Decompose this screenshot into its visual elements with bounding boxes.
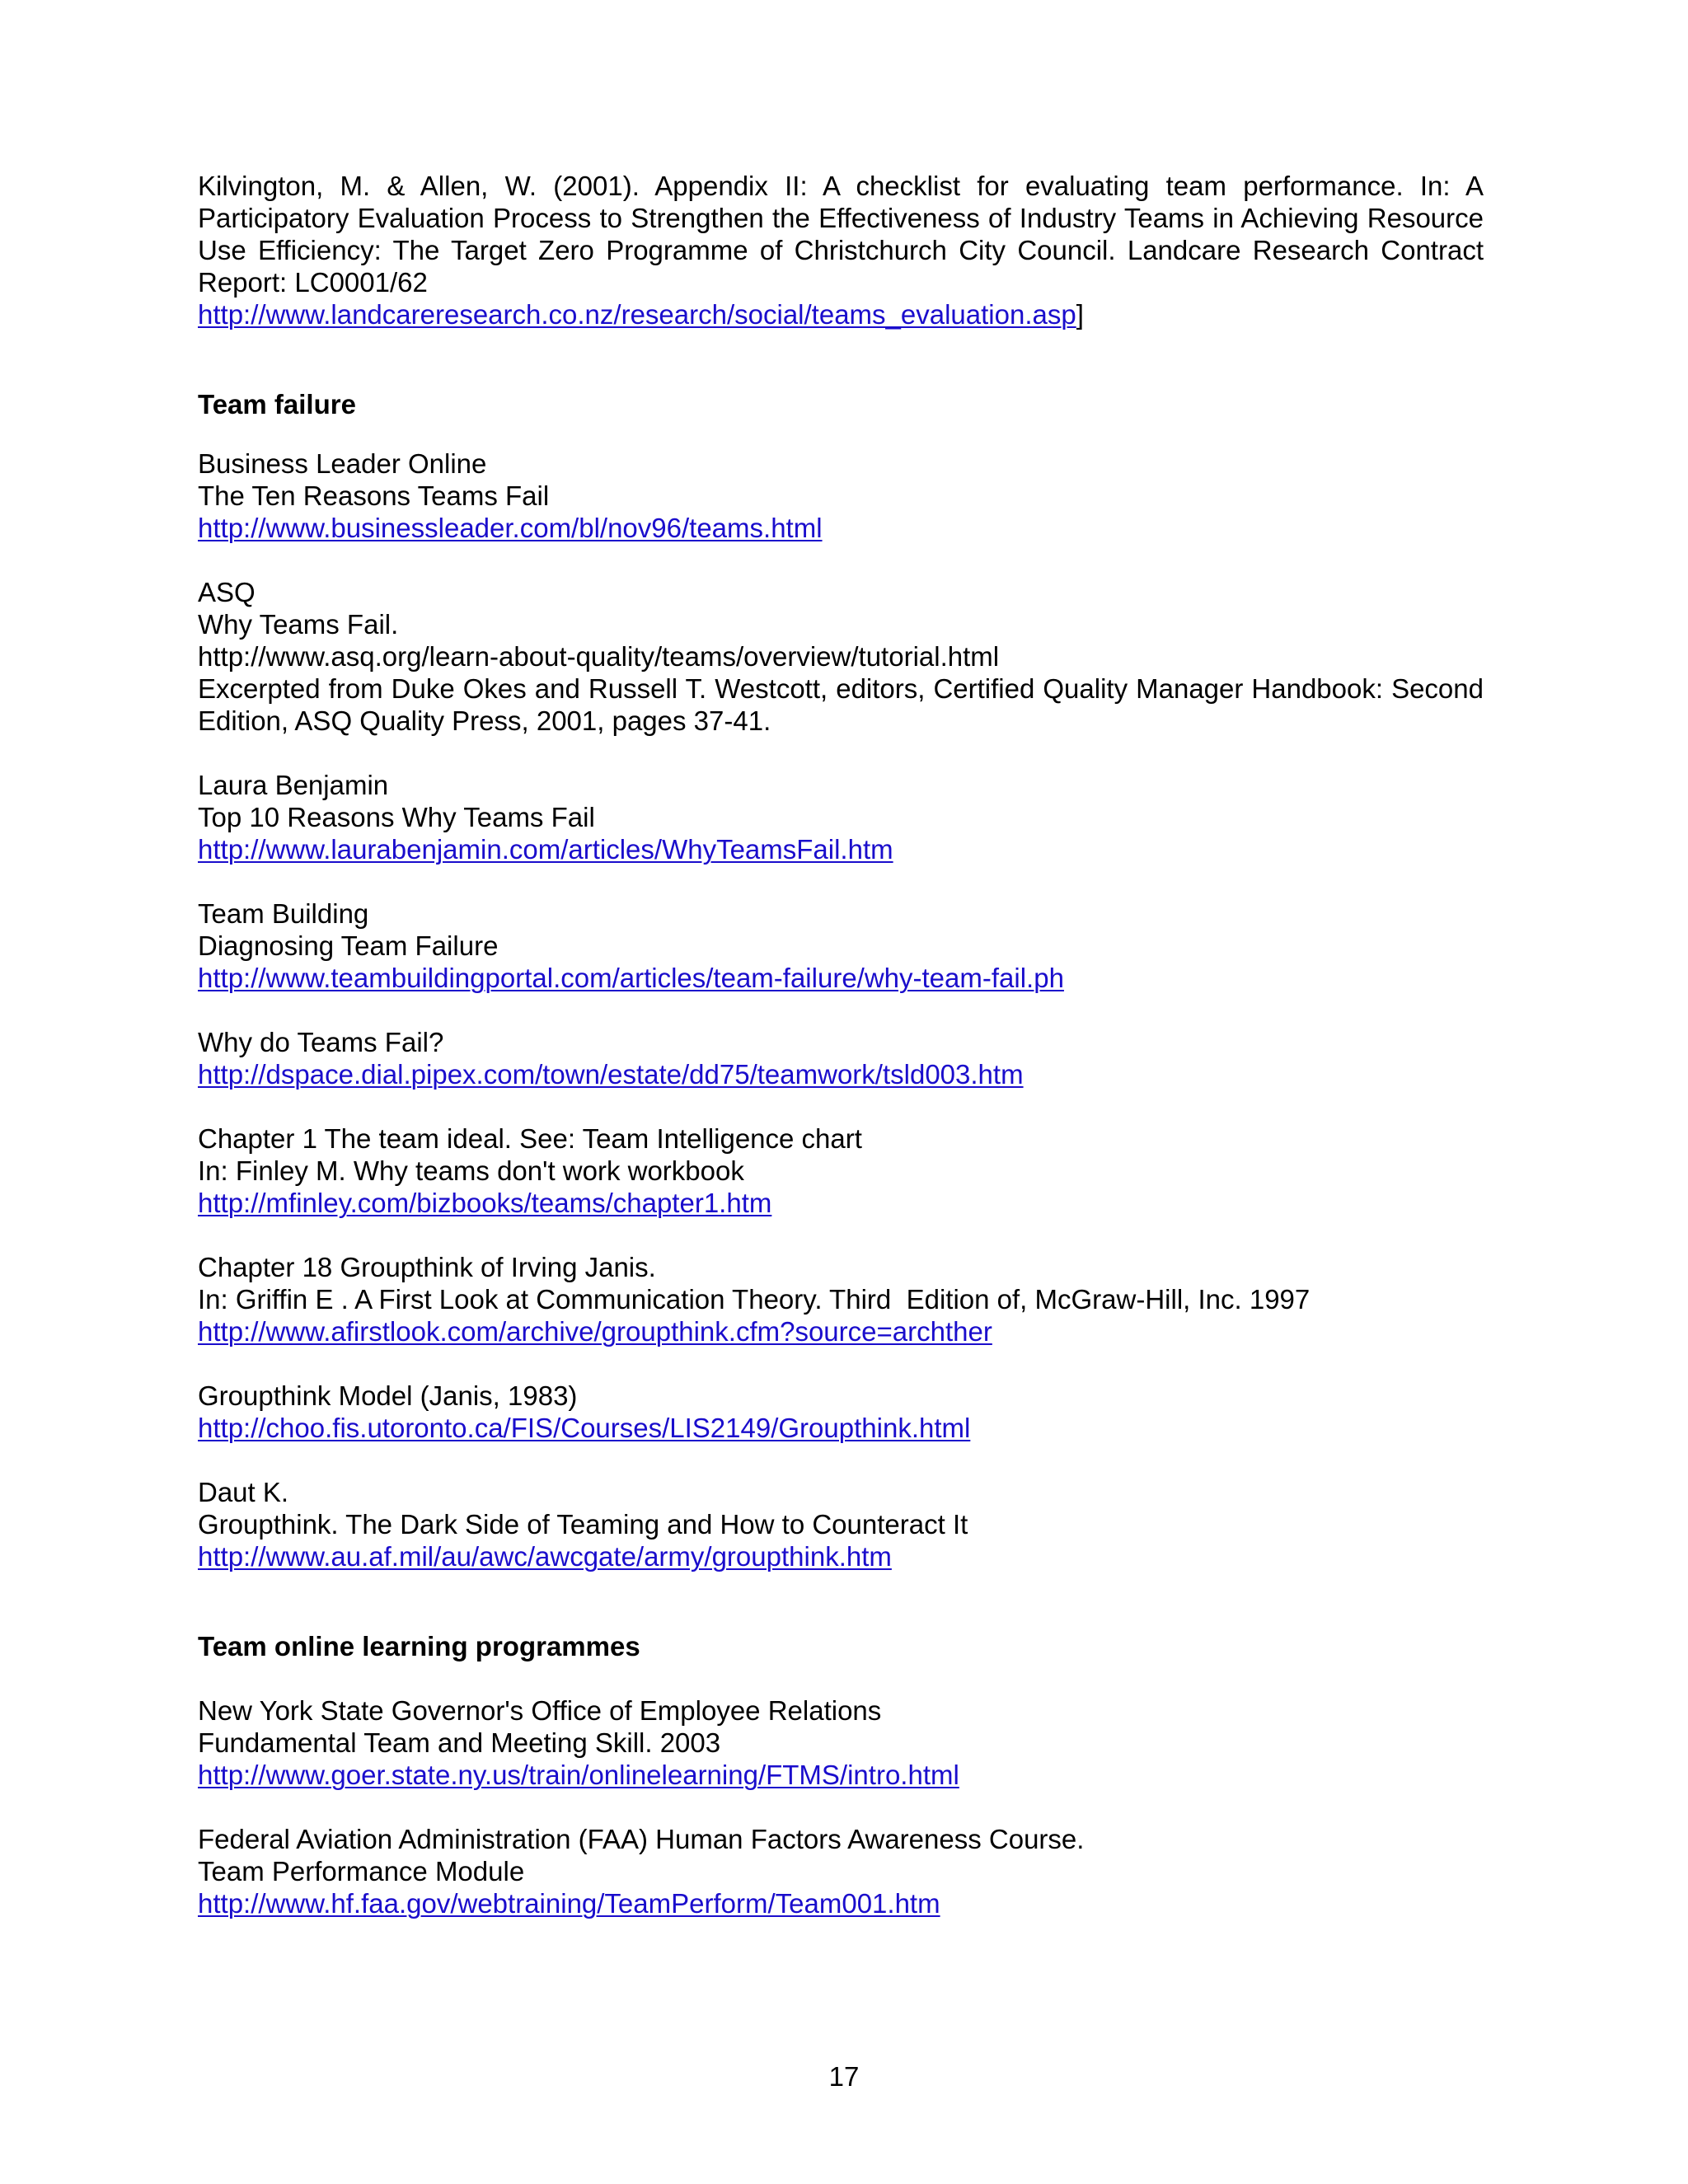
- reference-entry: [198, 448, 1484, 544]
- entry-line: Daut K.: [198, 1477, 289, 1507]
- entry-note: Excerpted from Duke Okes and Russell T. Westcott, editors, Certified Quality Manager Handbook: Second Edition, ASQ Quality Press, 2001, pages 37-41.: [198, 673, 1484, 736]
- entry-line: New York State Governor's Office of Employee Relations: [198, 1695, 882, 1726]
- reference-entry: [198, 1476, 1484, 1572]
- reference-link[interactable]: http://www.afirstlook.com/archive/groupthink.cfm?source=archther: [198, 1316, 992, 1347]
- reference-link[interactable]: http://dspace.dial.pipex.com/town/estate/dd75/teamwork/tsld003.htm: [198, 1059, 1024, 1090]
- reference-link[interactable]: http://www.laurabenjamin.com/articles/WhyTeamsFail.htm: [198, 834, 893, 865]
- entry-line: Why Teams Fail.: [198, 609, 399, 640]
- intro-reference-url-line: [198, 298, 1484, 330]
- reference-entry: [198, 1026, 1484, 1090]
- reference-entry: [198, 1380, 1484, 1444]
- entry-line: Chapter 1 The team ideal. See: Team Intelligence chart: [198, 1123, 862, 1154]
- intro-reference-bracket: ]: [1076, 299, 1084, 330]
- page-number: 17: [828, 2061, 860, 2092]
- entry-line: In: Finley M. Why teams don't work workbook: [198, 1155, 744, 1186]
- entry-plain-url: http://www.asq.org/learn-about-quality/teams/overview/tutorial.html: [198, 641, 1000, 672]
- reference-entry: [198, 1694, 1484, 1791]
- intro-reference-link[interactable]: http://www.landcareresearch.co.nz/research/social/teams_evaluation.asp: [198, 299, 1076, 330]
- reference-entry: [198, 769, 1484, 865]
- intro-reference: [198, 170, 1484, 330]
- entry-line: The Ten Reasons Teams Fail: [198, 480, 550, 511]
- entry-line: Laura Benjamin: [198, 770, 389, 800]
- section-heading-team-failure: Team failure: [198, 389, 356, 419]
- entry-line: Diagnosing Team Failure: [198, 930, 499, 961]
- reference-link[interactable]: http://choo.fis.utoronto.ca/FIS/Courses/LIS2149/Groupthink.html: [198, 1413, 971, 1443]
- entry-line: In: Griffin E . A First Look at Communication Theory. Third Edition of, McGraw-Hill, Inc. 1997: [198, 1284, 1311, 1315]
- entry-line: Groupthink Model (Janis, 1983): [198, 1380, 578, 1411]
- reference-link[interactable]: http://www.goer.state.ny.us/train/onlinelearning/FTMS/intro.html: [198, 1760, 959, 1790]
- intro-reference-text: Kilvington, M. & Allen, W. (2001). Appendix II: A checklist for evaluating team performance. In: A Participatory Evaluation Process to Strengthen the Effectiveness of Industry Teams in Achieving Resource Use Efficiency: The Target Zero Programme of Christchurch City Council. Landcare Research Contract Report: LC0001/62: [198, 171, 1484, 298]
- reference-link[interactable]: http://www.teambuildingportal.com/articles/team-failure/why-team-fail.ph: [198, 963, 1064, 993]
- entry-line: Fundamental Team and Meeting Skill. 2003: [198, 1727, 721, 1758]
- entry-line: ASQ: [198, 577, 256, 607]
- reference-link[interactable]: http://mfinley.com/bizbooks/teams/chapter1.htm: [198, 1188, 772, 1218]
- page-content: [198, 170, 1484, 1919]
- section-heading-team-online: Team online learning programmes: [198, 1631, 640, 1661]
- reference-entry: [198, 1251, 1484, 1347]
- reference-entry: [198, 1823, 1484, 1919]
- entry-line: Why do Teams Fail?: [198, 1027, 444, 1057]
- reference-entry: [198, 1122, 1484, 1219]
- reference-link[interactable]: http://www.hf.faa.gov/webtraining/TeamPerform/Team001.htm: [198, 1888, 940, 1919]
- entry-line: Federal Aviation Administration (FAA) Human Factors Awareness Course.: [198, 1824, 1085, 1854]
- reference-entry: [198, 576, 1484, 737]
- entry-line: Business Leader Online: [198, 448, 487, 479]
- entry-line: Team Performance Module: [198, 1856, 525, 1886]
- entry-line: Top 10 Reasons Why Teams Fail: [198, 802, 595, 832]
- reference-entry: [198, 898, 1484, 994]
- entry-line: Team Building: [198, 898, 369, 929]
- entry-line: Groupthink. The Dark Side of Teaming and How to Counteract It: [198, 1509, 968, 1540]
- entry-line: Chapter 18 Groupthink of Irving Janis.: [198, 1252, 656, 1282]
- reference-link[interactable]: http://www.au.af.mil/au/awc/awcgate/army/groupthink.htm: [198, 1541, 892, 1572]
- reference-link[interactable]: http://www.businessleader.com/bl/nov96/teams.html: [198, 513, 823, 543]
